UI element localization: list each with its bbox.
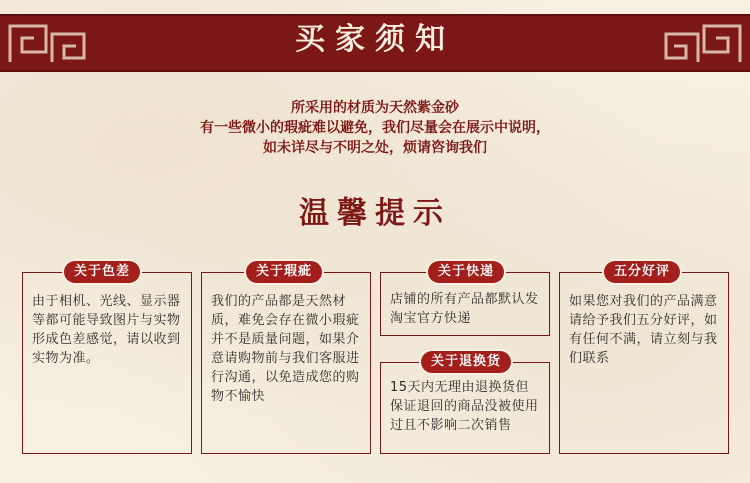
- card-text: 如果您对我们的产品满意请给予我们五分好评，如有任何不满，请立刻与我们联系: [569, 294, 718, 366]
- section-title: 温馨提示: [299, 196, 451, 231]
- notice-line: 如未详尽与不明之处，烦请咨询我们: [263, 140, 487, 156]
- notice-line: 所采用的材质为天然紫金砂: [291, 100, 459, 116]
- page-title: 买家须知: [295, 22, 455, 57]
- card-tag: 关于退换货: [421, 351, 511, 373]
- card-tag: 五分好评: [604, 261, 680, 283]
- card-tag: 关于快递: [428, 261, 504, 283]
- card-tag: 关于瑕疵: [246, 261, 322, 283]
- card-text: 我们的产品都是天然材质，难免会存在微小瑕疵并不是质量问题，如果介意请购物前与我们客服进行沟通，以免造成您的购物不愉快: [211, 294, 360, 404]
- notice-text: [0, 98, 750, 158]
- card-text: 店铺的所有产品都默认发淘宝官方快递: [390, 292, 539, 326]
- card-text: 15天内无理由退换货但保证退回的商品没被使用过且不影响二次销售: [390, 380, 539, 433]
- notice-line: 有一些微小的瑕疵难以避免，我们尽量会在展示中说明，: [200, 120, 550, 136]
- card-tag: 关于色差: [64, 261, 140, 283]
- card-text: 由于相机、光线、显示器等都可能导致图片与实物形成色差感觉，请以收到实物为准。: [32, 294, 181, 366]
